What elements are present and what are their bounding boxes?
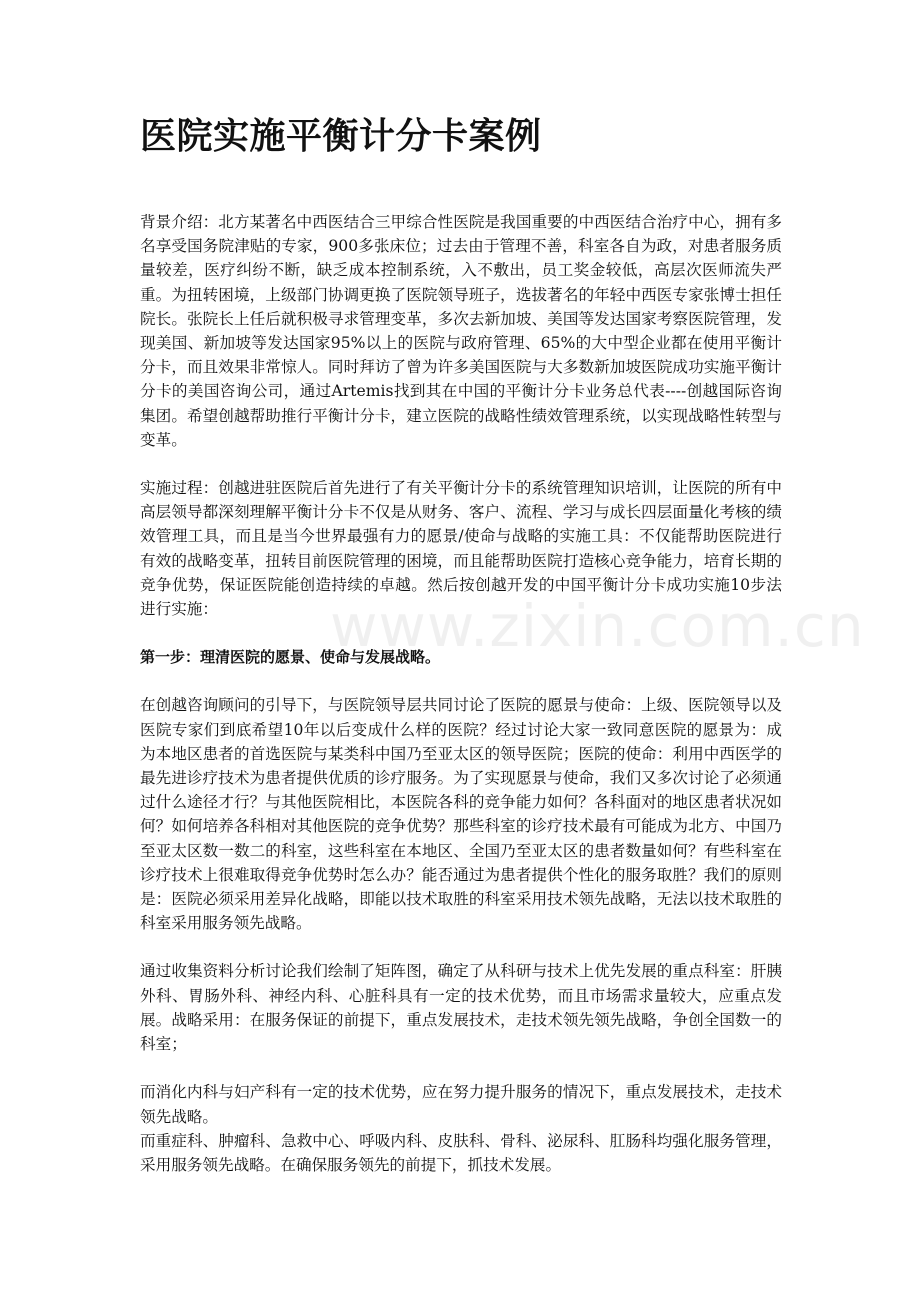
service-paragraph: 而重症科、肿瘤科、急救中心、呼吸内科、皮肤科、骨科、泌尿科、肛肠科均强化服务管理，采用服务领先战略。在确保服务领先的前提下，抓技术发展。: [140, 1131, 782, 1174]
process-paragraph: 实施过程：创越进驻医院后首先进行了有关平衡计分卡的系统管理知识培训，让医院的所有中高层领导都深刻理解平衡计分卡不仅是从财务、客户、流程、学习与成长四层面量化考核的绩效管理工具，而且是当今世界最强有力的愿景/使命与战略的实施工具：不仅能帮助医院进行有效的战略变革，扭转目前医院管理的困境，而且能帮助医院打造核心竞争能力，培育长期的竞争优势，保证医院能创造持续的卓越。然后按创越开发的中国平衡计分卡成功实施10步法进行实施：: [140, 479, 782, 619]
step-one-heading: 第一步：理清医院的愿景、使命与发展战略。: [140, 648, 441, 667]
matrix-paragraph: 通过收集资料分析讨论我们绘制了矩阵图，确定了从科研与技术上优先发展的重点科室：肝胰外科、胃肠外科、神经内科、心脏科具有一定的技术优势，而且市场需求量较大，应重点发展。战略采用：在服务保证的前提下，重点发展技术，走技术领先领先战略，争创全国数一的科室；: [140, 962, 782, 1054]
watermark: www.zixin.com.cn: [330, 592, 865, 660]
document-page: [140, 108, 782, 1177]
document-title: 医院实施平衡计分卡案例: [140, 116, 542, 157]
vision-paragraph: 在创越咨询顾问的引导下，与医院领导层共同讨论了医院的愿景与使命：上级、医院领导以及医院专家们到底希望10年以后变成什么样的医院？经过讨论大家一致同意医院的愿景为：成为本地区患者的首选医院与某类科中国乃至亚太区的领导医院；医院的使命：利用中西医学的最先进诊疗技术为患者提供优质的诊疗服务。为了实现愿景与使命，我们又多次讨论了必须通过什么途径才行？与其他医院相比，本医院各科的竞争能力如何？各科面对的地区患者状况如何？如何培养各科相对其他医院的竞争优势？那些科室的诊疗技术最有可能成为北方、中国乃至亚太区数一数二的科室，这些科室在本地区、全国乃至亚太区的患者数量如何？有些科室在诊疗技术上很难取得竞争优势时怎么办？能否通过为患者提供个性化的服务取胜？我们的原则是：医院必须采用差异化战略，即能以技术取胜的科室采用技术领先战略，无法以技术取胜的科室采用服务领先战略。: [140, 696, 782, 933]
background-paragraph: 背景介绍：北方某著名中西医结合三甲综合性医院是我国重要的中西医结合治疗中心，拥有多名享受国务院津贴的专家，900多张床位；过去由于管理不善，科室各自为政，对患者服务质量较差，医疗纠纷不断，缺乏成本控制系统，入不敷出，员工奖金较低，高层次医师流失严重。为扭转困境，上级部门协调更换了医院领导班子，选拔著名的年轻中西医专家张博士担任院长。张院长上任后就积极寻求管理变革，多次去新加坡、美国等发达国家考察医院管理，发现美国、新加坡等发达国家95%以上的医院与政府管理、65%的大中型企业都在使用平衡计分卡，而且效果非常惊人。同时拜访了曾为许多美国医院与大多数新加坡医院成功实施平衡计分卡的美国咨询公司，通过Artemis找到其在中国的平衡计分卡业务总代表----创越国际咨询集团。希望创越帮助推行平衡计分卡，建立医院的战略性绩效管理系统，以实现战略性转型与变革。: [140, 213, 782, 449]
digestive-paragraph: 而消化内科与妇产科有一定的技术优势，应在努力提升服务的情况下，重点发展技术，走技术领先战略。: [140, 1083, 782, 1126]
